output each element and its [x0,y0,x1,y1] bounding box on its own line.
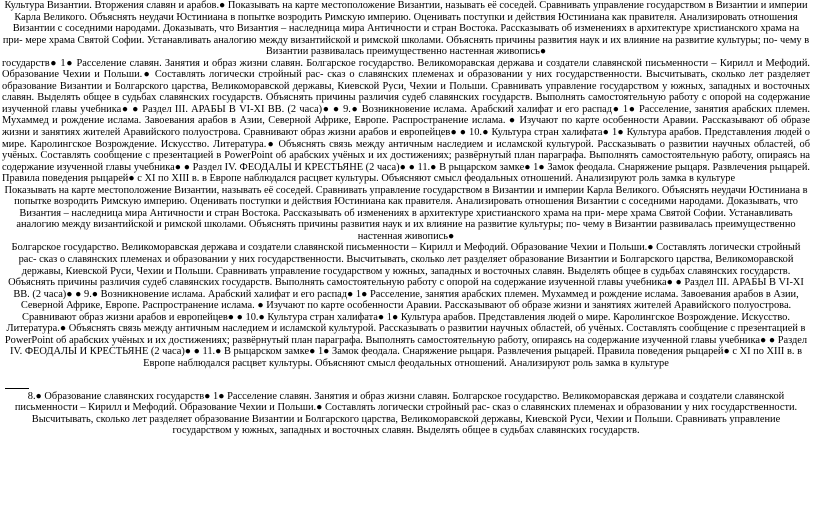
paragraph-slavic-states-item-8: 8.● Образование славянских государств● 1● Расселение славян. Занятия и образ жизни славян. Болгарское государство. Великоморавская держава и создатели славянской письменности – Кирилл и Мефодий. Образование Чехии и Польши.● Составлять логически стройный рас- сказ о славянских племенах и образовании у них государственности. Высчитывать, сколько лет разделяет образование Византии и Болгарского царства, Великоморавской державы, Киевской Руси, Чехии и Польши. Сравнивать управление государством у южных, западных и восточных славян. Выделять общее в судьбах славянских государств. [14,390,798,437]
footnote-divider [5,388,29,389]
paragraph-byzantium-culture: Культура Византии. Вторжения славян и арабов.● Показывать на карте местоположение Византии, называть её соседей. Сравнивать управление государством в Византии и империи Карла Великого. Объяснять неудачи Юстиниана в попытке возродить Римскую империю. Оценивать поступки и действия Юстиниана как правителя. Анализировать отношения Византии с соседними народами. Доказывать, что Византия – наследница мира Античности и стран Востока. Рассказывать об изменениях в архитектуре христианского храма на при- мере храма Святой Софии. Устанавливать аналогию между византийской и римской школами. Объяснять причины развития наук и их влияние на развитие культуры; по- чему в Византии развивалась преимущественно настенная живопись● [2,0,810,58]
spacer [2,370,810,380]
paragraph-byzantium-repeat: Показывать на карте местоположение Византии, называть её соседей. Сравнивать управление государством в Византии и империи Карла Великого. Объяснять неудачи Юстиниана в попытке возродить Римскую империю. Оценивать поступки и действия Юстиниана как правителя. Анализировать отношения Византии с соседними народами. Доказывать, что Византия – наследница мира Античности и стран Востока. Рассказывать об изменениях в архитектуре христианского храма на при- мере храма Святой Софии. Устанавливать аналогию между византийской и римской школами. Объяснять причины развития наук и их влияние на развитие культуры; по- чему в Византии развивалась преимущественно настенная живопись● [4,184,808,242]
paragraph-slavic-states-arabs: государств● 1● Расселение славян. Занятия и образ жизни славян. Болгарское государство. Великоморавская держава и создатели славянской письменности – Кирилл и Мефодий. Образование Чехии и Польши.● Составлять логически стройный рас- сказ о славянских племенах и образовании у них государственности. Высчитывать, сколько лет разделяет образование Византии и Болгарского царства, Великоморавской державы, Киевской Руси, Чехии и Польши. Сравнивать управление государством у южных, западных и восточных славян. Выделять общее в судьбах славянских государств. Объяснять причины различия судеб славянских государств. Выполнять самостоятельную работу с опорой на содержание изученной главы учебника● ● Раздел III. АРАБЫ В VI-XI ВВ. (2 часа)● ● 9.● Возникновение ислама. Арабский халифат и его распад● 1● Расселение, занятия арабских племен. Мухаммед и рождение ислама. Завоевания арабов в Азии, Северной Африке, Европе. Распространение ислама. ● Изучают по карте особенности Аравии. Рассказывают об образе жизни и занятиях жителей Аравийского полуострова. Сравнивают образ жизни арабов и европейцев● ● 10.● Культура стран халифата● 1● Культура арабов. Представления людей о мире. Каролингское Возрождение. Искусство. Литература.● Объяснять связь между античным наследием и исламской культурой. Рассказывать о развитии научных областей, об учёных. Составлять сообщение с презентацией в PowerPoint об арабских учёных и их достижениях; развёрнутый план параграфа. Выполнять самостоятельную работу, опираясь на содержание изученной главы учебника● ● Раздел IV. ФЕОДАЛЫ И КРЕСТЬЯНЕ (2 часа)● ● 11.● В рыцарском замке● 1● Замок феодала. Снаряжение рыцаря. Развлечения рыцарей. Правила поведения рыцарей● с XI по XIII в. в Европе наблюдался расцвет культуры. Объясняют смысл феодальных отношений. Анализируют роль замка в культуре [2,57,810,185]
paragraph-bulgarian-state-arabs: Болгарское государство. Великоморавская держава и создатели славянской письменности – Кирилл и Мефодий. Образование Чехии и Польши.● Составлять логически стройный рас- сказ о славянских племенах и образовании у них государственности. Высчитывать, сколько лет разделяет образование Византии и Болгарского царства, Великоморавской державы, Киевской Руси, Чехии и Польши. Сравнивать управление государством у южных, западных и восточных славян. Выделять общее в судьбах славянских государств. Объяснять причины различия судеб славянских государств. Выполнять самостоятельную работу с опорой на содержание изученной главы учебника● ● Раздел III. АРАБЫ В VI-XI ВВ. (2 часа)● ● 9.● Возникновение ислама. Арабский халифат и его распад● 1● Расселение, занятия арабских племен. Мухаммед и рождение ислама. Завоевания арабов в Азии, Северной Африке, Европе. Распространение ислама. ● Изучают по карте особенности Аравии. Рассказывают об образе жизни и занятиях жителей Аравийского полуострова. Сравнивают образ жизни арабов и европейцев● ● 10.● Культура стран халифата● 1● Культура арабов. Представления людей о мире. Каролингское Возрождение. Искусство. Литература.● Объяснять связь между античным наследием и исламской культурой. Рассказывать о развитии научных областей, об учёных. Составлять сообщение с презентацией в PowerPoint об арабских учёных и их достижениях; развёрнутый план параграфа. Выполнять самостоятельную работу, опираясь на содержание изученной главы учебника● ● Раздел IV. ФЕОДАЛЫ И КРЕСТЬЯНЕ (2 часа)● ● 11.● В рыцарском замке● 1● Замок феодала. Снаряжение рыцаря. Развлечения рыцарей. Правила поведения рыцарей● с XI по XIII в. в Европе наблюдался расцвет культуры. Объясняют смысл феодальных отношений. Анализируют роль замка в культуре [4,242,808,369]
